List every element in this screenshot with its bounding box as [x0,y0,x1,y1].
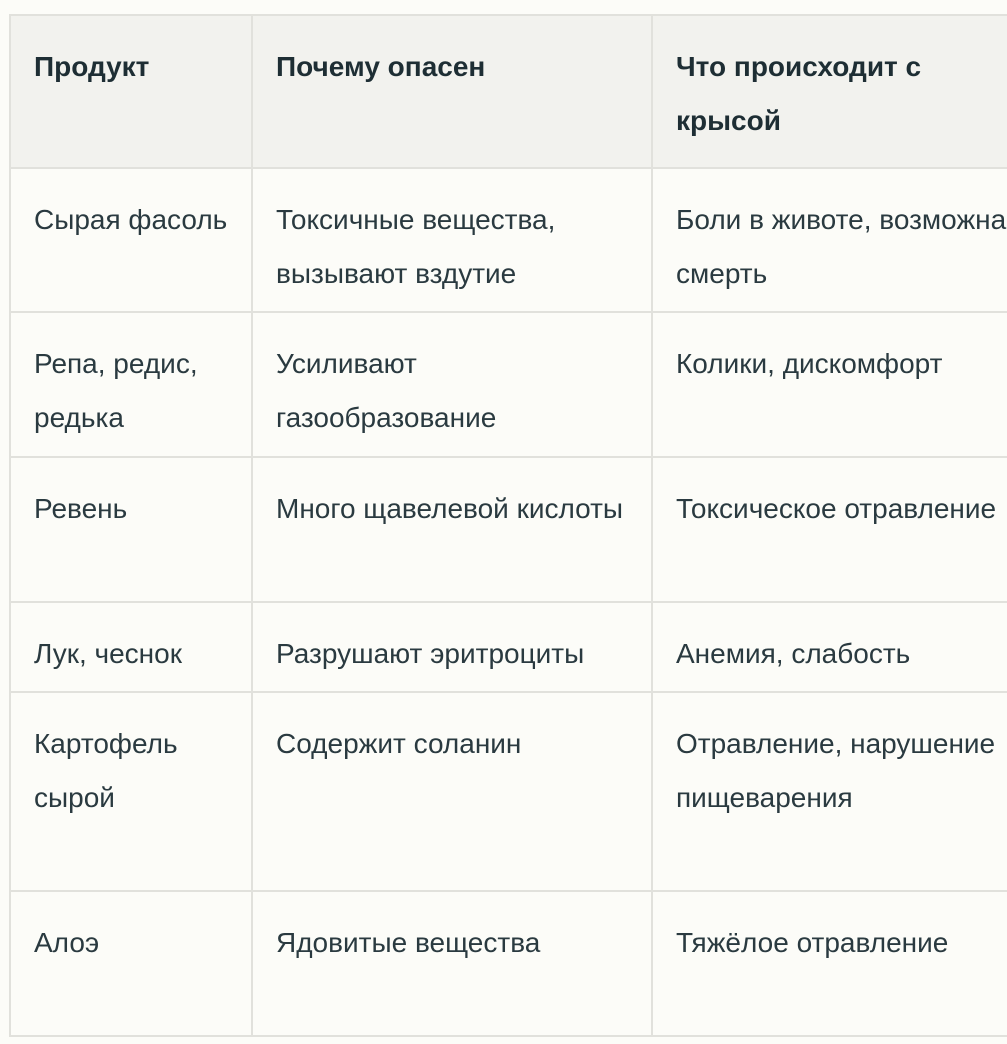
cell-reason: Много щавелевой кислоты [252,457,652,602]
cell-effect: Токсическое отравление [652,457,1007,602]
cell-effect: Отравление, нарушение пищеварения [652,692,1007,891]
table-row [10,168,1007,312]
cell-product: Алоэ [10,891,252,1036]
header-what-happens: Что происходит с крысой [652,15,1007,168]
table-row [10,891,1007,1036]
header-why-dangerous: Почему опасен [252,15,652,168]
table-row [10,312,1007,457]
table-row [10,602,1007,692]
cell-product: Лук, чеснок [10,602,252,692]
cell-product: Картофель сырой [10,692,252,891]
cell-reason: Разрушают эритроциты [252,602,652,692]
table-header-row [10,15,1007,168]
cell-effect: Боли в животе, возможна смерть [652,168,1007,312]
cell-reason: Содержит соланин [252,692,652,891]
table-row [10,457,1007,602]
cell-effect: Тяжёлое отравление [652,891,1007,1036]
cell-effect: Анемия, слабость [652,602,1007,692]
cell-product: Ревень [10,457,252,602]
header-product: Продукт [10,15,252,168]
cell-reason: Усиливают газообразование [252,312,652,457]
cell-product: Сырая фасоль [10,168,252,312]
dangerous-foods-table [9,14,1007,1037]
cell-reason: Токсичные вещества, вызывают вздутие [252,168,652,312]
cell-effect: Колики, дискомфорт [652,312,1007,457]
cell-reason: Ядовитые вещества [252,891,652,1036]
table-row [10,692,1007,891]
cell-product: Репа, редис, редька [10,312,252,457]
